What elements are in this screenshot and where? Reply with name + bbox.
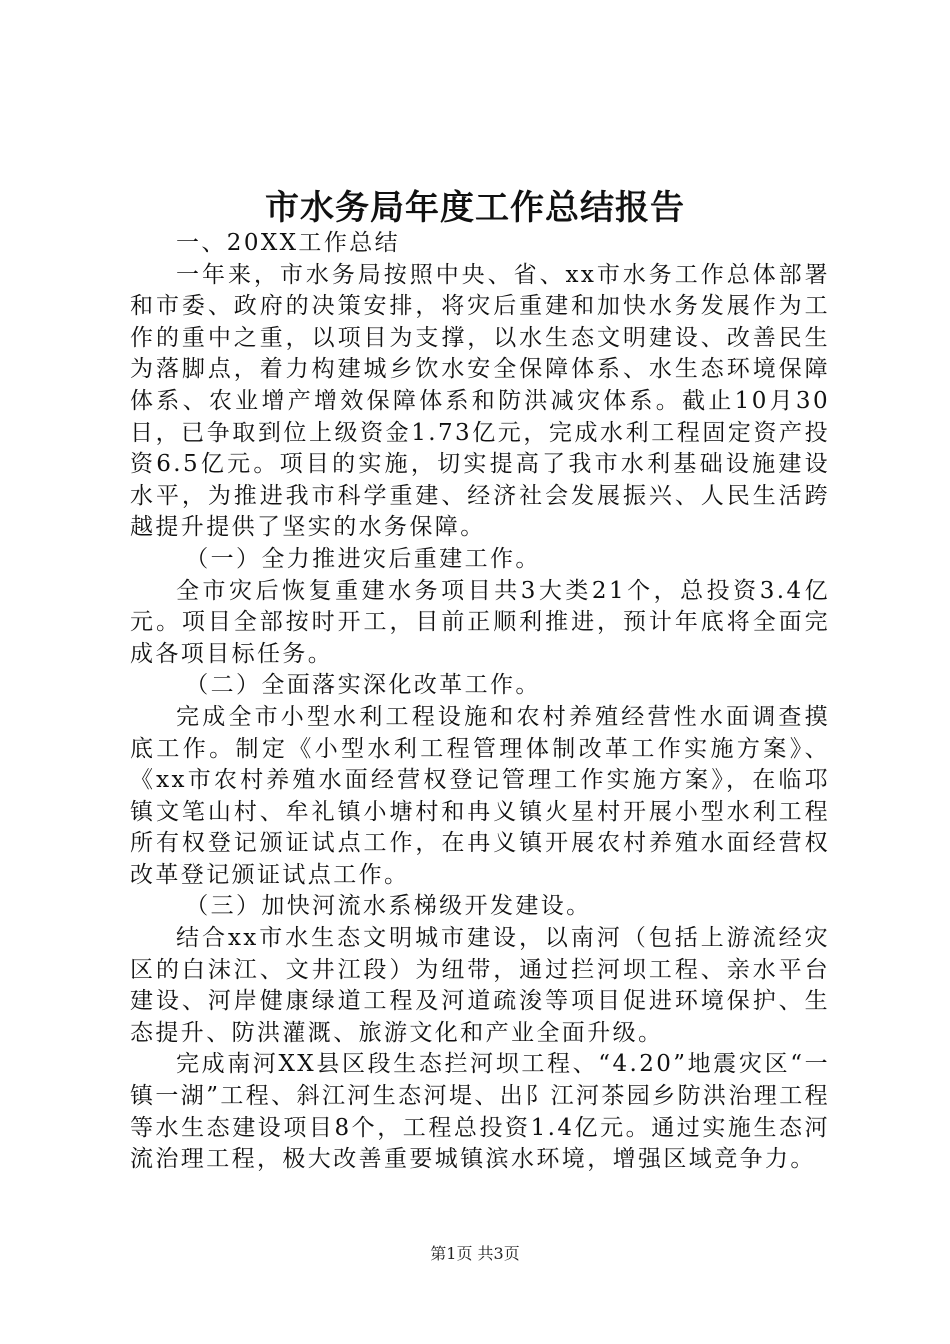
section-heading-summary: 一、20XX工作总结 (176, 230, 401, 256)
document-title: 市水务局年度工作总结报告 (265, 188, 685, 228)
subheading-reform: （二）全面落实深化改革工作。 (185, 672, 541, 699)
paragraph-river-development: 结合xx市水生态文明城市建设，以南河（包括上游流经灾区的白沫江、文井江段）为纽带，通过拦河坝工程、亲水平台建设、河岸健康绿道工程及河道疏浚等项目促进环境保护、生态提升、防洪灌溉、旅游文化和产业全面升级。 (130, 925, 830, 1046)
subheading-river-development: （三）加快河流水系梯级开发建设。 (185, 893, 592, 920)
paragraph-ecology-projects: 完成南河XX县区段生态拦河坝工程、“4.20”地震灾区“一镇一湖”工程、斜江河生态河堤、出阝江河茶园乡防洪治理工程等水生态建设项目8个，工程总投资1.4亿元。通过实施生态河流治理工程，极大改善重要城镇滨水环境，增强区域竞争力。 (130, 1051, 830, 1173)
paragraph-reform: 完成全市小型水利工程设施和农村养殖经营性水面调查摸底工作。制定《小型水利工程管理体制改革工作实施方案》、《xx市农村养殖水面经营权登记管理工作实施方案》，在临邛镇文笔山村、牟礼镇小塘村和冉义镇火星村开展小型水利工程所有权登记颁证试点工作，在冉义镇开展农村养殖水面经营权改革登记颁证试点工作。 (130, 703, 830, 888)
paragraph-overview: 一年来，市水务局按照中央、省、xx市水务工作总体部署和市委、政府的决策安排，将灾后重建和加快水务发展作为工作的重中之重，以项目为支撑，以水生态文明建设、改善民生为落脚点，着力构建城乡饮水安全保障体系、水生态环境保障体系、农业增产增效保障体系和防洪减灾体系。截止10月30日，已争取到位上级资金1.73亿元，完成水利工程固定资产投资6.5亿元。项目的实施，切实提高了我市水利基础设施建设水平，为推进我市科学重建、经济社会发展振兴、人民生活跨越提升提供了坚实的水务保障。 (130, 261, 830, 541)
subheading-reconstruction: （一）全力推进灾后重建工作。 (185, 545, 541, 572)
page-number: 第1页 共3页 (430, 1244, 520, 1263)
paragraph-reconstruction: 全市灾后恢复重建水务项目共3大类21个，总投资3.4亿元。项目全部按时开工，目前正顺利推进，预计年底将全面完成各项目标任务。 (130, 577, 830, 667)
document-body (130, 228, 830, 1176)
